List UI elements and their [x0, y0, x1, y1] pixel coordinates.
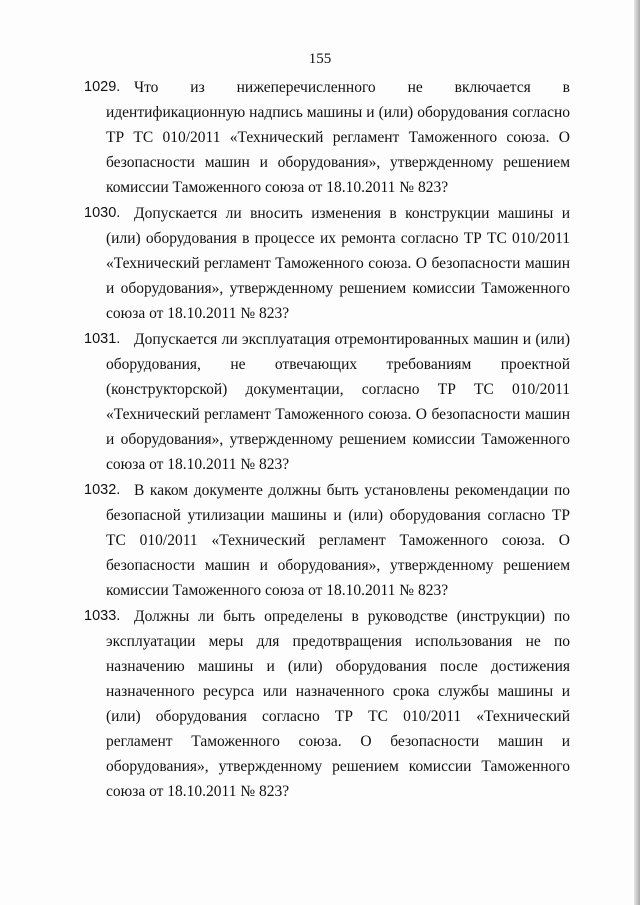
question-item: [84, 201, 570, 326]
question-item: [84, 75, 570, 200]
question-text: В каком документе должны быть установлены рекомендации по безопасной утилизации машины и (или) оборудования согласно ТР ТС 010/2011 «Технический регламент Таможенного союза. О безопасности машин и оборудования», утвержденному решением комиссии Таможенного союза от 18.10.2011 № 823?: [106, 482, 570, 599]
question-text: Допускается ли эксплуатация отремонтированных машин и (или) оборудования, не отвечающих требованиям проектной (конструкторской) документации, согласно ТР ТС 010/2011 «Технический регламент Таможенного союза. О безопасности машин и оборудования», утвержденному решением комиссии Таможенного союза от 18.10.2011 № 823?: [106, 331, 570, 473]
question-number: 1029.: [84, 79, 121, 95]
question-item: [84, 327, 570, 477]
question-item: [84, 604, 570, 804]
question-number: 1033.: [84, 608, 121, 624]
question-text: Что из нижеперечисленного не включается в идентификационную надпись машины и (или) оборудования согласно ТР ТС 010/2011 «Технический регламент Таможенного союза. О безопасности машин и оборудования», утвержденному решением комиссии Таможенного союза от 18.10.2011 № 823?: [106, 79, 570, 196]
question-number: 1031.: [84, 331, 121, 347]
question-number: 1032.: [84, 482, 121, 498]
scan-edge-shadow: [634, 0, 640, 905]
page-number: 155: [308, 51, 332, 67]
question-text: Допускается ли вносить изменения в конструкции машины и (или) оборудования в процессе их ремонта согласно ТР ТС 010/2011 «Технический регламент Таможенного союза. О безопасности машин и оборудования», утвержденному решением комиссии Таможенного союза от 18.10.2011 № 823?: [106, 205, 570, 322]
question-text: Должны ли быть определены в руководстве (инструкции) по эксплуатации меры для предотвращения использования не по назначению машины и (или) оборудования после достижения назначенного ресурса или назначенного срока службы машины и (или) оборудования согласно ТР ТС 010/2011 «Технический регламент Таможенного союза. О безопасности машин и оборудования», утвержденному решением комиссии Таможенного союза от 18.10.2011 № 823?: [106, 608, 570, 800]
question-item: [84, 478, 570, 603]
question-number: 1030.: [84, 205, 121, 221]
question-list: [0, 75, 640, 805]
